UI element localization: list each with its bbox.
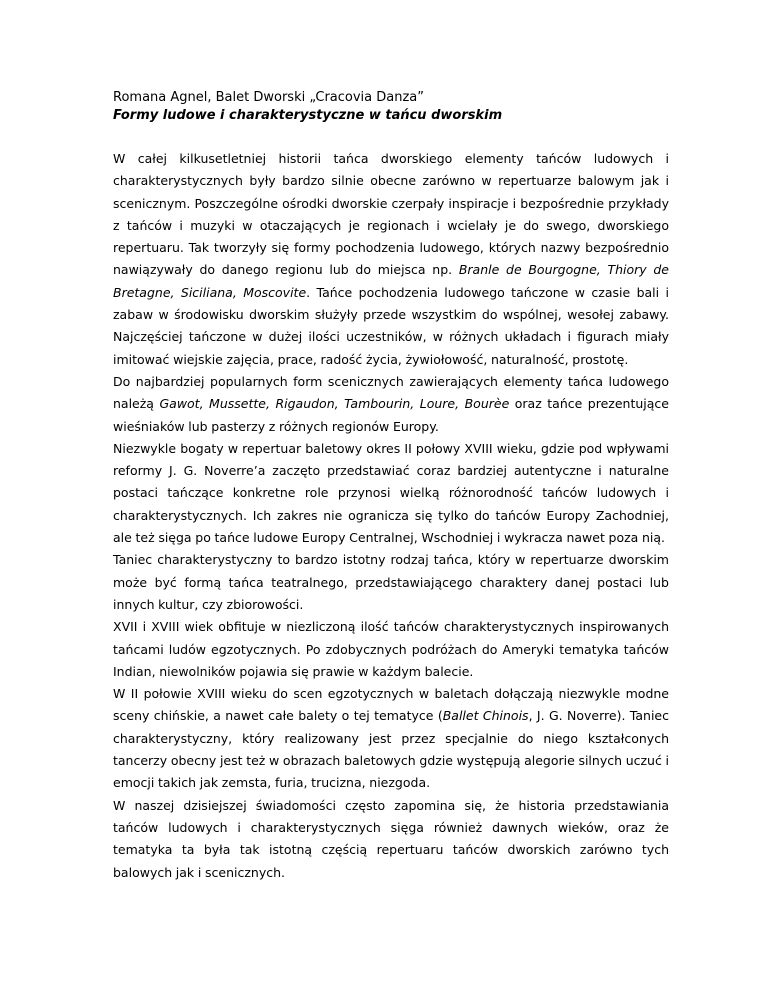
author-line: Romana Agnel, Balet Dworski „Cracovia Danza” (113, 90, 424, 105)
body-text (113, 148, 669, 884)
paragraph (113, 616, 669, 683)
text-run: W całej kilkusetletniej historii tańca dworskiego elementy tańców ludowych i charakterystycznych były bardzo silnie obecne zarówno w repertuarze balowym jak i scenicznym. Poszczególne ośrodki dworskie czerpały inspiracje i bezpośrednie przykłady z tańców i muzyki w otaczających je regionach i wcielały je do swego, dworskiego repertuaru. Tak tworzyły się formy pochodzenia ludowego, których nazwy bezpośrednio nawiązywały do danego regionu lub do miejsca np. (113, 151, 669, 278)
paragraph (113, 148, 669, 371)
text-run: W naszej dzisiejszej świadomości często zapomina się, że historia przedstawiania tańców ludowych i charakterystycznych sięga również dawnych wieków, oraz że tematyka ta była tak istotną częścią repertuaru tańców dworskich zarówno tych balowych jak i scenicznych. (113, 797, 669, 880)
text-run: XVII i XVIII wiek obfituje w niezliczoną ilość tańców charakterystycznych inspirowanych tańcami ludów egzotycznych. Po zdobycznych podróżach do Ameryki tematyka tańców Indian, niewolników pojawia się prawie w każdym balecie. (113, 619, 669, 679)
text-run: . Tańce pochodzenia ludowego tańczone w czasie bali i zabaw w środowisku dworskim służyły przede wszystkim do wspólnej, wesołej zabawy. Najczęściej tańczone w dużej ilości uczestników, w różnych układach i figurach miały imitować wiejskie zajęcia, prace, radość życia, żywiołowość, naturalność, prostotę. (113, 284, 669, 367)
paragraph (113, 683, 669, 794)
text-run: oraz tańce prezentujące wieśniaków lub pasterzy z różnych regionów Europy. (113, 396, 669, 434)
text-run: W II połowie XVIII wieku do scen egzotycznych w baletach dołączają niezwykle modne sceny chińskie, a nawet całe balety o tej tematyce ( (113, 686, 669, 724)
text-run: Taniec charakterystyczny to bardzo istotny rodzaj tańca, który w repertuarze dworskim może być formą tańca teatralnego, przedstawiającego charaktery danej postaci lub innych kultur, czy zbiorowości. (113, 552, 669, 612)
paragraph (113, 795, 669, 884)
italic-run: Branle de Bourgogne, Thiory de Bretagne, Siciliana, Moscovite (113, 262, 669, 300)
paragraph (113, 549, 669, 616)
paragraph (113, 438, 669, 549)
text-run: Do najbardziej popularnych form scenicznych zawierających elementy tańca ludowego należą (113, 373, 669, 412)
italic-run: Ballet Chinois (442, 708, 529, 724)
paragraph (113, 371, 669, 438)
document-title: Formy ludowe i charakterystyczne w tańcu dworskim (113, 108, 503, 123)
text-run: Niezwykle bogaty w repertuar baletowy okres II połowy XVIII wieku, gdzie pod wpływami reformy J. G. Noverre’a zaczęto przedstawiać coraz bardziej autentyczne i naturalne postaci tańczące konkretne role przynosi wielką różnorodność tańców ludowych i charakterystycznych. Ich zakres nie ogranicza się tylko do tańców Europy Zachodniej, ale też sięga po tańce ludowe Europy Centralnej, Wschodniej i wykracza nawet poza nią. (113, 440, 669, 546)
italic-run: Gawot, Mussette, Rigaudon, Tambourin, Loure, Bourèe (159, 396, 510, 412)
text-run: , J. G. Noverre). Taniec charakterystyczny, który realizowany jest przez specjalnie do niego kształconych tancerzy obecny jest też w obrazach baletowych gdzie występują alegorie silnych uczuć i emocji takich jak zemsta, furia, trucizna, niezgoda. (113, 708, 669, 791)
